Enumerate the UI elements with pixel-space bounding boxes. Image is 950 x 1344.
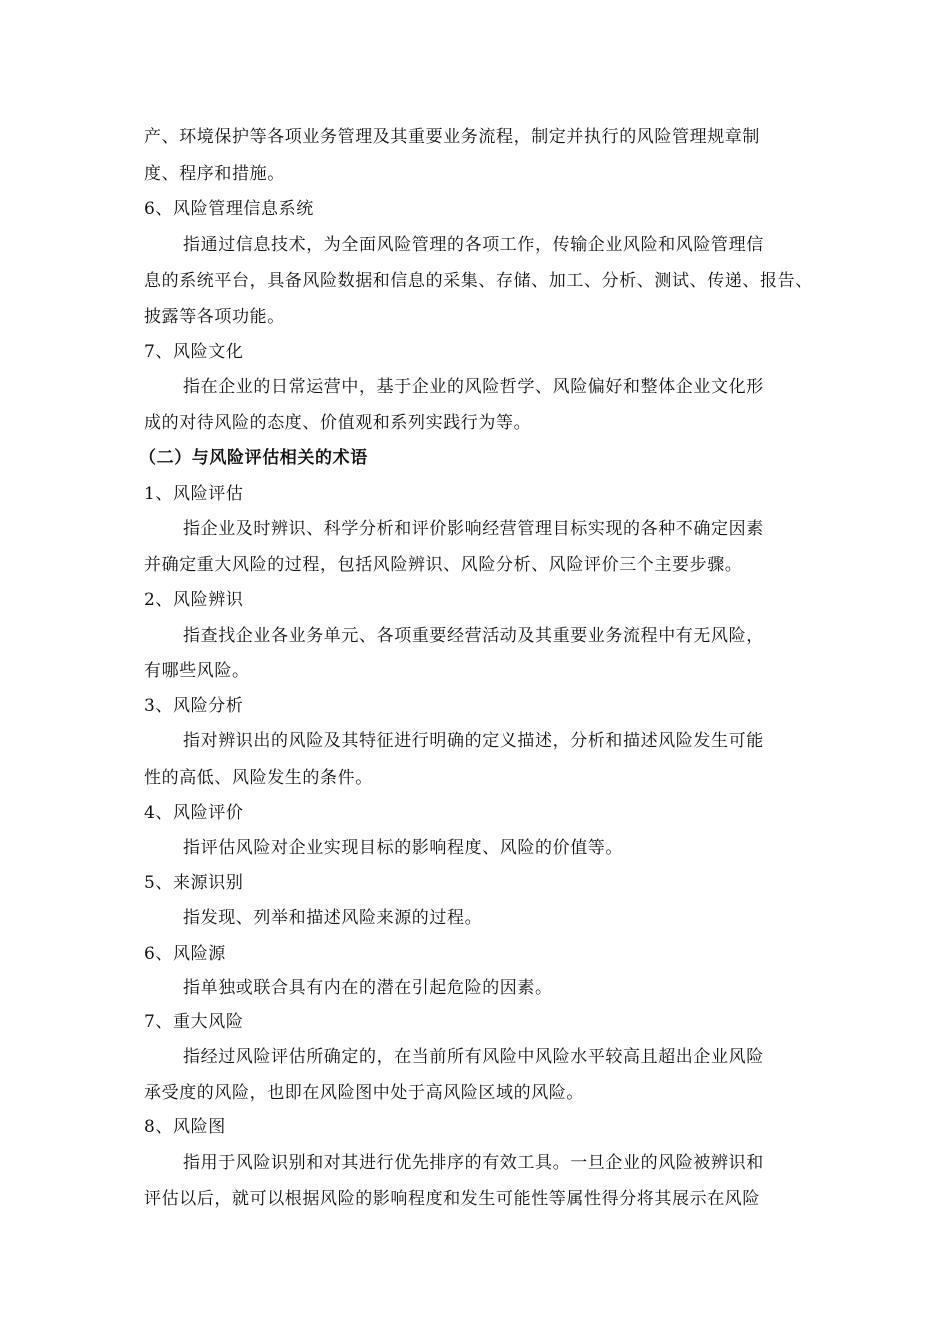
paragraph-line: 评估以后，就可以根据风险的影响程度和发生可能性等属性得分将其展示在风险 (144, 1189, 760, 1209)
paragraph-line: 指对辨识出的风险及其特征进行明确的定义描述，分析和描述风险发生可能 (183, 731, 764, 751)
paragraph-line: 指单独或联合具有内在的潜在引起危险的因素。 (183, 978, 553, 998)
item-heading: 2、风险辨识 (144, 590, 244, 610)
item-heading: 5、来源识别 (144, 873, 244, 893)
section-heading: （二）与风险评估相关的术语 (139, 448, 368, 468)
item-heading: 8、风险图 (144, 1117, 226, 1137)
paragraph-line: 披露等各项功能。 (144, 307, 285, 327)
paragraph-line: 指企业及时辨识、科学分析和评价影响经营管理目标实现的各种不确定因素 (183, 519, 764, 539)
paragraph-line: 承受度的风险，也即在风险图中处于高风险区域的风险。 (144, 1083, 584, 1103)
paragraph-line: 指经过风险评估所确定的，在当前所有风险中风险水平较高且超出企业风险 (183, 1047, 764, 1067)
paragraph-line: 指用于风险识别和对其进行优先排序的有效工具。一旦企业的风险被辨识和 (183, 1153, 764, 1173)
paragraph-line: 指查找企业各业务单元、各项重要经营活动及其重要业务流程中有无风险， (183, 626, 764, 646)
paragraph-line: 并确定重大风险的过程，包括风险辨识、风险分析、风险评价三个主要步骤。 (144, 555, 743, 575)
paragraph-line: 有哪些风险。 (144, 661, 250, 681)
item-heading: 6、风险管理信息系统 (144, 199, 314, 219)
paragraph-line: 指评估风险对企业实现目标的影响程度、风险的价值等。 (183, 838, 623, 858)
paragraph-line: 指在企业的日常运营中，基于企业的风险哲学、风险偏好和整体企业文化形 (183, 377, 764, 397)
item-heading: 1、风险评估 (144, 484, 244, 504)
item-heading: 4、风险评价 (144, 803, 244, 823)
paragraph-line: 指发现、列举和描述风险来源的过程。 (183, 908, 483, 928)
paragraph-line: 指通过信息技术，为全面风险管理的各项工作，传输企业风险和风险管理信 (183, 235, 764, 255)
paragraph-line: 度、程序和措施。 (144, 164, 285, 184)
paragraph-line: 息的系统平台，具备风险数据和信息的采集、存储、加工、分析、测试、传递、报告、 (144, 271, 813, 291)
paragraph-line: 产、环境保护等各项业务管理及其重要业务流程，制定并执行的风险管理规章制 (144, 127, 760, 147)
item-heading: 6、风险源 (144, 944, 226, 964)
paragraph-line: 成的对待风险的态度、价值观和系列实践行为等。 (144, 413, 532, 433)
item-heading: 3、风险分析 (144, 696, 244, 716)
item-heading: 7、风险文化 (144, 342, 244, 362)
paragraph-line: 性的高低、风险发生的条件。 (144, 768, 373, 788)
item-heading: 7、重大风险 (144, 1012, 244, 1032)
